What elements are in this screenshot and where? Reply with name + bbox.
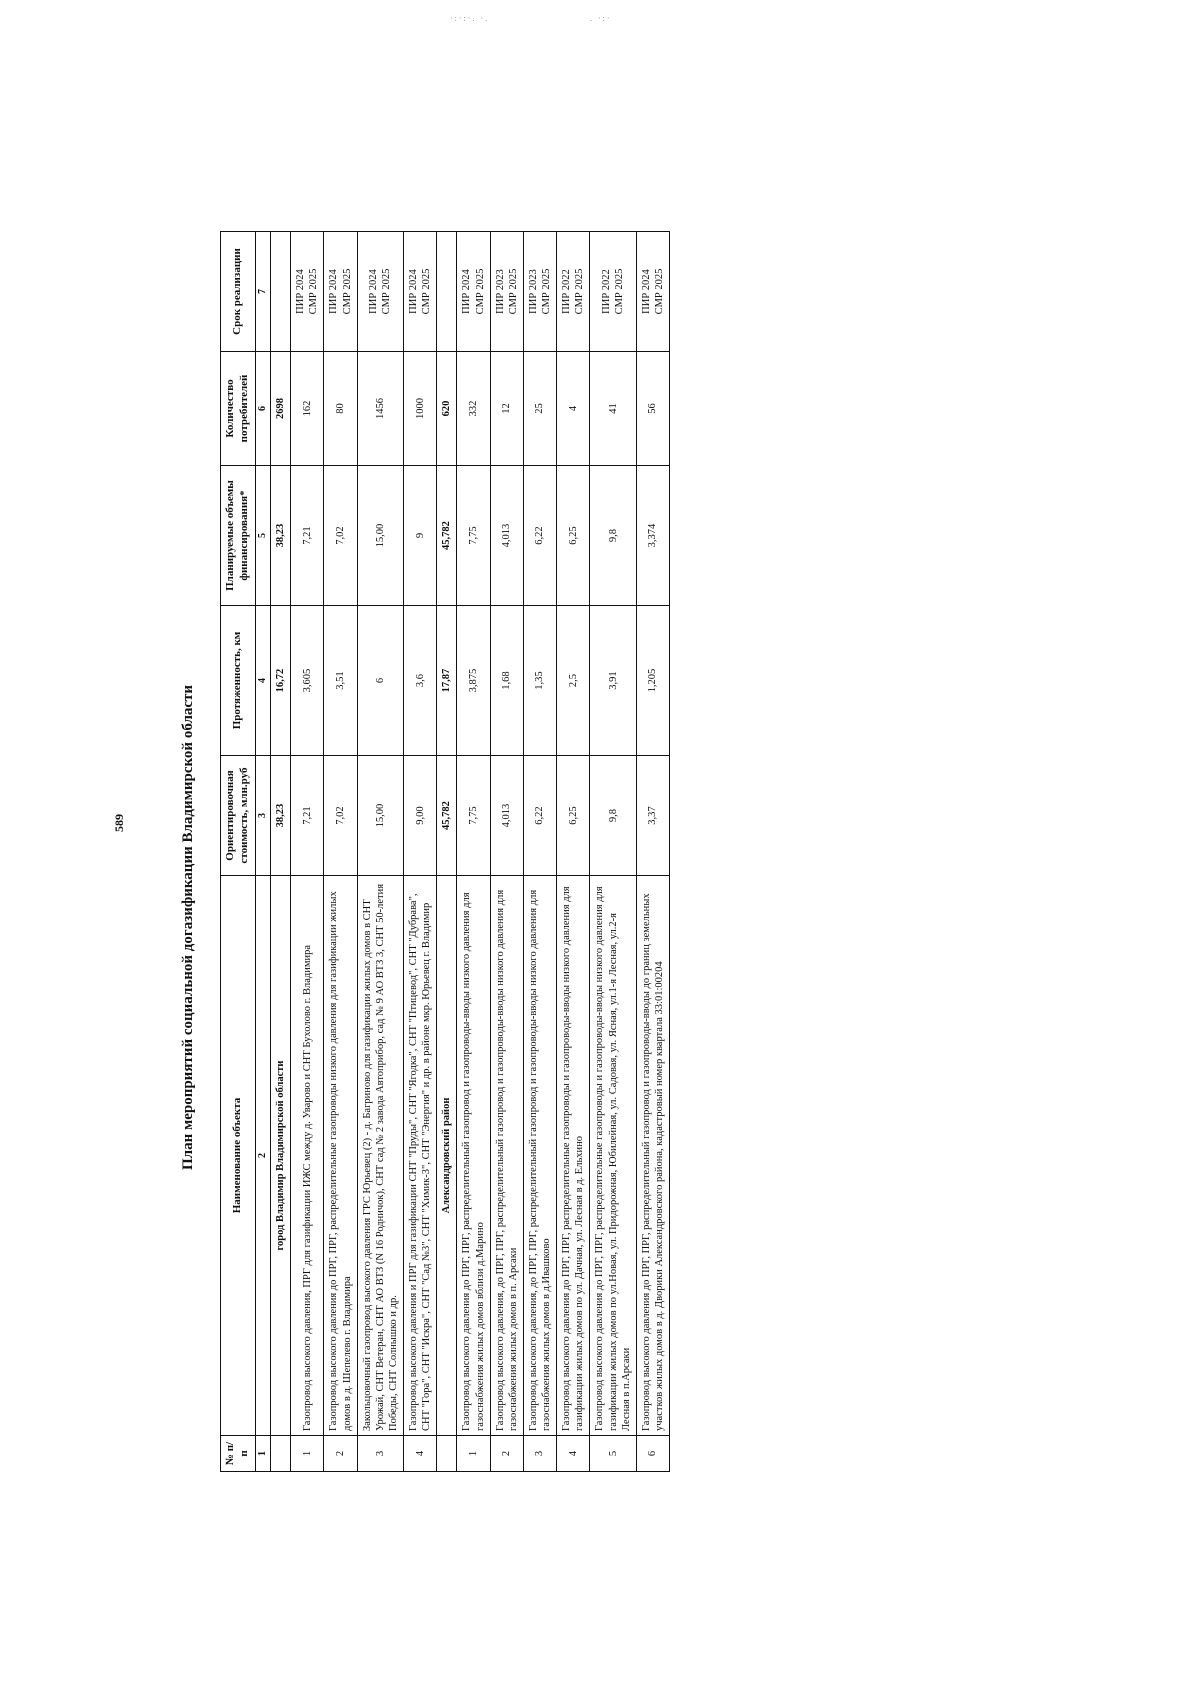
row-num: 1 — [457, 1436, 490, 1472]
section-length: 17,87 — [437, 606, 457, 756]
row-num: 4 — [557, 1436, 590, 1472]
row-term-pir: ПИР 2023 — [527, 269, 539, 314]
row-term-smr: СМР 2025 — [474, 268, 486, 315]
row-finance: 6,25 — [557, 466, 590, 606]
row-cost: 9,00 — [404, 756, 437, 876]
col-number: 1 — [255, 1436, 271, 1472]
plan-table — [220, 231, 670, 1472]
document-title: План мероприятий социальной догазификации Владимирской области — [180, 684, 196, 1170]
row-name: Газопровод высокого давления до ПРГ, ПРГ, распределительные газопроводы низкого давления для газификации жилых домов в д. Шепелево г. Владимира — [324, 876, 357, 1436]
section-row — [437, 232, 457, 1472]
row-cost: 6,22 — [523, 756, 556, 876]
table-row — [404, 232, 437, 1472]
row-finance: 7,02 — [324, 466, 357, 606]
row-finance: 7,75 — [457, 466, 490, 606]
row-consumers: 4 — [557, 352, 590, 466]
row-term-pir: ПИР 2024 — [640, 269, 652, 314]
row-length: 1,68 — [490, 606, 523, 756]
row-term-smr: СМР 2025 — [614, 268, 626, 315]
row-consumers: 25 — [523, 352, 556, 466]
row-term — [490, 232, 523, 352]
row-term — [523, 232, 556, 352]
row-term-smr: СМР 2025 — [574, 268, 586, 315]
table-row — [324, 232, 357, 1472]
row-term — [557, 232, 590, 352]
row-term-pir: ПИР 2022 — [600, 269, 612, 314]
section-name: город Владимир Владимирской области — [271, 876, 291, 1436]
section-consumers: 620 — [437, 352, 457, 466]
table-row — [523, 232, 556, 1472]
row-name: Газопровод высокого давления до ПРГ, ПРГ, распределительные газопроводы и газопроводы-вводы низкого давления для газификации жилых домов по ул.Новая, ул. Придорожная, Юбилейная, ул. Садовая, ул. Ясная, ул.1-я Лесная, ул.2-я Лесная в п.Арсаки — [590, 876, 636, 1436]
row-name: Закольцовочный газопровод высокого давления ГРС Юрьевец (2) - д. Багриново для газификации жилых домов в СНТ Урожай, СНТ Ветеран, СНТ АО ВТЗ (N 16 Родничок), СНТ сад № 2 завода Автоприбор, сад № 9 АО ВТЗ 3, СНТ 50-летия Победы, СНТ Солнышко и др. — [357, 876, 403, 1436]
row-consumers: 1456 — [357, 352, 403, 466]
header-row — [221, 232, 256, 1472]
row-term — [324, 232, 357, 352]
section-length: 16,72 — [271, 606, 291, 756]
row-num: 2 — [324, 1436, 357, 1472]
row-term — [357, 232, 403, 352]
row-cost: 7,21 — [291, 756, 324, 876]
table-row — [636, 232, 669, 1472]
row-cost: 7,75 — [457, 756, 490, 876]
row-term-pir: ПИР 2022 — [561, 269, 573, 314]
row-length: 2,5 — [557, 606, 590, 756]
section-row — [271, 232, 291, 1472]
row-length: 3,605 — [291, 606, 324, 756]
section-finance: 38,23 — [271, 466, 291, 606]
row-consumers: 1000 — [404, 352, 437, 466]
col-header-finance: Планируемые объемы финансирования* — [221, 466, 256, 606]
col-number: 6 — [255, 352, 271, 466]
row-consumers: 12 — [490, 352, 523, 466]
section-name: Александровский район — [437, 876, 457, 1436]
col-header-term: Срок реализации — [221, 232, 256, 352]
row-term-pir: ПИР 2024 — [461, 269, 473, 314]
row-term-smr: СМР 2025 — [541, 268, 552, 315]
section-finance: 45,782 — [437, 466, 457, 606]
row-num: 4 — [404, 1436, 437, 1472]
column-number-row — [255, 232, 271, 1472]
row-num: 3 — [357, 1436, 403, 1472]
row-term-smr: СМР 2025 — [653, 268, 665, 315]
row-cost: 15,00 — [357, 756, 403, 876]
row-term-smr: СМР 2025 — [308, 268, 320, 315]
row-term-smr: СМР 2025 — [341, 268, 353, 315]
row-name: Газопровод высокого давления до ПРГ, ПРГ, распределительный газопровод и газопроводы-вводы до границ земельных участков жилых домов в д. Дворики Александровского района, кадастровый номер квартала 33:01:00204 — [636, 876, 669, 1436]
row-length: 3,91 — [590, 606, 636, 756]
section-consumers: 2698 — [271, 352, 291, 466]
row-num: 3 — [523, 1436, 556, 1472]
row-length: 1,35 — [523, 606, 556, 756]
row-term — [590, 232, 636, 352]
row-term-smr: СМР 2025 — [421, 268, 433, 315]
row-num: 5 — [590, 1436, 636, 1472]
row-length: 6 — [357, 606, 403, 756]
col-header-consumers: Количество потребителей — [221, 352, 256, 466]
row-term-smr: СМР 2025 — [381, 268, 393, 315]
col-header-num: № п/п — [221, 1436, 256, 1472]
row-name: Газопровод высокого давления, ПРГ для газификации ИЖС между д. Уварово и СНТ Бухолово г. Владимира — [291, 876, 324, 1436]
col-header-cost: Ориентировочная стоимость, млн.руб — [221, 756, 256, 876]
row-cost: 7,02 — [324, 756, 357, 876]
col-header-length: Протяженность, км — [221, 606, 256, 756]
row-term-pir: ПИР 2023 — [494, 269, 506, 314]
row-consumers: 41 — [590, 352, 636, 466]
col-number: 2 — [255, 876, 271, 1436]
row-name: Газопровод высокого давления, до ПРГ, ПРГ, распределительный газопровод и газопроводы-вводы низкого давления для газоснабжения жилых домов в п. Арсаки — [490, 876, 523, 1436]
row-finance: 9,8 — [590, 466, 636, 606]
row-cost: 3,37 — [636, 756, 669, 876]
table-row — [590, 232, 636, 1472]
row-name: Газопровод высокого давления до ПРГ, ПРГ, распределительный газопровод и газопроводы-вводы низкого давления для газоснабжения жилых домов вблизи д.Марино — [457, 876, 490, 1436]
row-finance: 15,00 — [357, 466, 403, 606]
row-length: 1,205 — [636, 606, 669, 756]
row-num: 2 — [490, 1436, 523, 1472]
row-name: Газопровод высокого давления до ПРГ, ПРГ, распределительные газопроводы и газопроводы-вводы низкого давления для газификации жилых домов по ул. Дачная, ул. Лесная в д. Ельхино — [557, 876, 590, 1436]
row-length: 3,51 — [324, 606, 357, 756]
scan-noise: ·:·:·. ·. — [450, 14, 490, 23]
row-consumers: 332 — [457, 352, 490, 466]
row-length: 3,6 — [404, 606, 437, 756]
table-row — [357, 232, 403, 1472]
row-num: 1 — [291, 1436, 324, 1472]
row-term — [636, 232, 669, 352]
row-consumers: 56 — [636, 352, 669, 466]
row-finance: 7,21 — [291, 466, 324, 606]
row-term-smr: СМР 2025 — [507, 268, 519, 315]
col-number: 5 — [255, 466, 271, 606]
table-row — [291, 232, 324, 1472]
row-finance: 9 — [404, 466, 437, 606]
row-term-pir: ПИР 2024 — [368, 269, 380, 314]
row-name: Газопровод высокого давления, до ПРГ, ПРГ, распределительный газопровод и газопроводы-вводы низкого давления для газоснабжения жилых домов в д.Ивашково — [523, 876, 556, 1436]
row-term-pir: ПИР 2024 — [328, 269, 340, 314]
col-number: 4 — [255, 606, 271, 756]
row-finance: 4,013 — [490, 466, 523, 606]
section-cost: 38,23 — [271, 756, 291, 876]
row-finance: 6,22 — [523, 466, 556, 606]
row-consumers: 80 — [324, 352, 357, 466]
table-container — [220, 232, 670, 1472]
row-finance: 3,374 — [636, 466, 669, 606]
row-cost: 9,8 — [590, 756, 636, 876]
row-cost: 4,013 — [490, 756, 523, 876]
row-term-pir: ПИР 2024 — [408, 269, 419, 314]
scan-noise: . ·:· — [590, 14, 612, 23]
row-term — [291, 232, 324, 352]
row-num: 6 — [636, 1436, 669, 1472]
table-row — [457, 232, 490, 1472]
row-term — [457, 232, 490, 352]
row-length: 3,875 — [457, 606, 490, 756]
col-number: 3 — [255, 756, 271, 876]
col-header-name: Наименование объекта — [221, 876, 256, 1436]
row-term-pir: ПИР 2024 — [295, 269, 307, 314]
table-row — [490, 232, 523, 1472]
col-number: 7 — [255, 232, 271, 352]
table-row — [557, 232, 590, 1472]
row-consumers: 162 — [291, 352, 324, 466]
row-cost: 6,25 — [557, 756, 590, 876]
section-cost: 45,782 — [437, 756, 457, 876]
row-term — [404, 232, 437, 352]
row-name: Газопровод высокого давления и ПРГ для газификации СНТ "Пруды", СНТ "Ягодка", СНТ "Птицевод", СНТ "Дубрава", СНТ "Гора", СНТ "Искра", СНТ "Сад №3", СНТ "Химик-3", СНТ "Энергия" и др. в районе мкр. Юрьевец г. Владимир — [404, 876, 437, 1436]
page-number: 589 — [112, 814, 126, 832]
